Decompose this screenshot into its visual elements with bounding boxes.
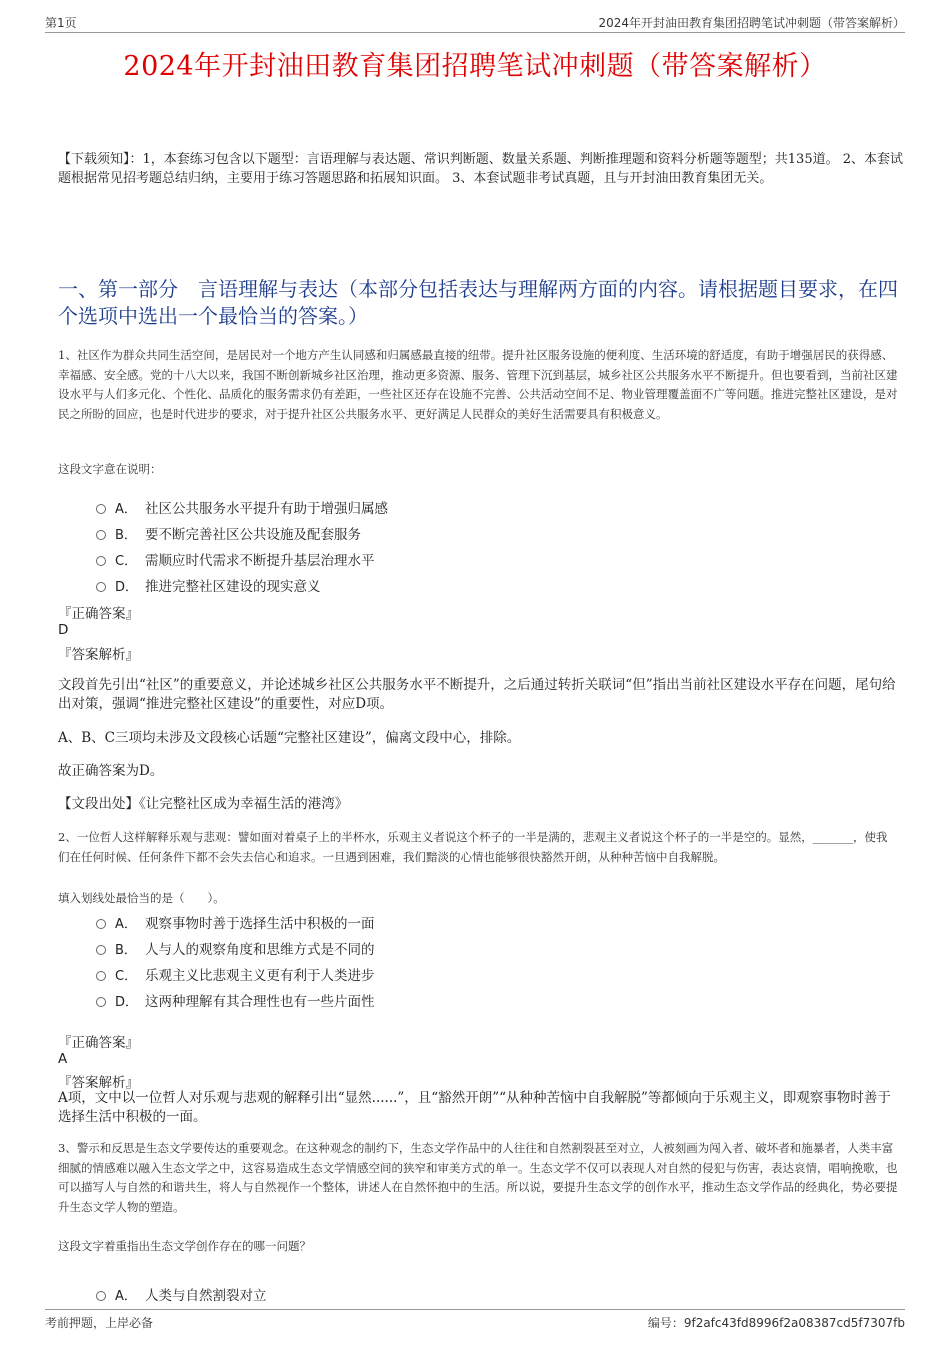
q1-passage: 1、社区作为群众共同生活空间，是居民对一个地方产生认同感和归属感最直接的纽带。提升社区服务设施的便利度、生活环境的舒适度，有助于增强居民的获得感、幸福感、安全感。党的十八大以来，我国不断创新城乡社区治理，推动更多资源、服务、管理下沉到基层，城乡社区公共服务水平不断提升。但也要看到，当前社区建设水平与人们多元化、个性化、品质化的服务需求仍有差距，一些社区还存在设施不完善、公共活动空间不足、物业管理覆盖面不广等问题。推进完整社区建设，是对民之所盼的回应，也是时代进步的要求，对于提升社区公共服务水平、更好满足人民群众的美好生活需要具有积极意义。 — [58, 348, 898, 421]
q2-option-c[interactable]: C． 乐观主义比悲观主义更有利于人类进步 — [96, 964, 375, 984]
q1-analysis-3: 故正确答案为D。 — [58, 763, 164, 779]
radio-icon[interactable] — [96, 971, 106, 981]
q1-source: 【文段出处】《让完整社区成为幸福生活的港湾》 — [58, 796, 349, 812]
q3-passage: 3、警示和反思是生态文学要传达的重要观念。在这种观念的制约下，生态文学作品中的人往往和自然割裂甚至对立，人被刻画为闯入者、破坏者和施暴者，人类丰富细腻的情感难以融入生态文学之中，这容易造成生态文学情感空间的狭窄和审美方式的单一。生态文学不仅可以表现人对自然的侵犯与伤害，表达哀情，唱响挽歌，也可以描写人与自然的和谐共生，将人与自然视作一个整体，讲述人在自然怀抱中的生活。所以说，要提升生态文学的创作水平，推动生态文学作品的经典化，势必要提升生态文学人物的塑造。 — [58, 1141, 898, 1214]
header-divider — [45, 32, 905, 33]
radio-icon[interactable] — [96, 582, 106, 592]
q1-analysis-2: A、B、C三项均未涉及文段核心话题“完整社区建设”，偏离文段中心，排除。 — [58, 730, 521, 746]
page-title: 2024年开封油田教育集团招聘笔试冲刺题（带答案解析） — [123, 51, 827, 82]
radio-icon[interactable] — [96, 1291, 106, 1301]
q2-answer: A — [58, 1051, 68, 1067]
q2-analysis: A项，文中以一位哲人对乐观与悲观的解释引出“显然......”，且“豁然开朗”“从种种苦恼中自我解脱”等都倾向于乐观主义，即观察事物时善于选择生活中积极的一面。 — [58, 1090, 891, 1125]
q2-option-a[interactable]: A． 观察事物时善于选择生活中积极的一面 — [96, 912, 375, 932]
q2-passage: 2、一位哲人这样解释乐观与悲观：譬如面对着桌子上的半杯水，乐观主义者说这个杯子的一半是满的，悲观主义者说这个杯子的一半是空的。显然，_______，使我们在任何时候、任何条件下都不会失去信心和追求。一旦遇到困难，我们黯淡的心情也能够很快豁然开朗，从种种苦恼中自我解脱。 — [58, 830, 888, 864]
q2-prompt: 填入划线处最恰当的是（ ）。 — [58, 891, 225, 905]
q2-answer-label: 『正确答案』 — [58, 1035, 139, 1051]
q1-answer: D — [58, 622, 69, 638]
q1-analysis-label: 『答案解析』 — [58, 647, 139, 663]
download-notice: 【下载须知】：1，本套练习包含以下题型：言语理解与表达题、常识判断题、数量关系题、判断推理题和资料分析题等题型；共135道。 2、本套试题根据常见招考题总结归纳，主要用于练习答题思路和拓展知识面。 3、本套试题非考试真题，且与开封油田教育集团无关。 — [58, 152, 903, 186]
section-title: 一、第一部分 言语理解与表达（本部分包括表达与理解两方面的内容。请根据题目要求，在四个选项中选出一个最恰当的答案。） — [58, 277, 898, 328]
page-number: 第1页 — [45, 16, 77, 30]
q1-answer-label: 『正确答案』 — [58, 606, 139, 622]
radio-icon[interactable] — [96, 556, 106, 566]
radio-icon[interactable] — [96, 530, 106, 540]
q3-prompt: 这段文字着重指出生态文学创作存在的哪一问题？ — [58, 1239, 311, 1253]
q1-option-d[interactable]: D． 推进完整社区建设的现实意义 — [96, 575, 321, 595]
radio-icon[interactable] — [96, 945, 106, 955]
footer-divider — [45, 1309, 905, 1310]
q1-analysis-1: 文段首先引出“社区”的重要意义，并论述城乡社区公共服务水平不断提升，之后通过转折关联词“但”指出当前社区建设水平存在问题，尾句给出对策，强调“推进完整社区建设”的重要性，对应D项。 — [58, 677, 896, 712]
q1-prompt: 这段文字意在说明： — [58, 462, 162, 476]
q2-option-b[interactable]: B． 人与人的观察角度和思维方式是不同的 — [96, 938, 375, 958]
radio-icon[interactable] — [96, 997, 106, 1007]
q3-option-a[interactable]: A． 人类与自然割裂对立 — [96, 1284, 267, 1304]
q1-option-c[interactable]: C． 需顺应时代需求不断提升基层治理水平 — [96, 549, 375, 569]
footer-slogan: 考前押题，上岸必备 — [45, 1316, 154, 1330]
q2-analysis-label: 『答案解析』 — [58, 1075, 139, 1091]
header-doc-title: 2024年开封油田教育集团招聘笔试冲刺题（带答案解析） — [598, 16, 905, 30]
radio-icon[interactable] — [96, 919, 106, 929]
q1-option-a[interactable]: A． 社区公共服务水平提升有助于增强归属感 — [96, 497, 388, 517]
radio-icon[interactable] — [96, 504, 106, 514]
q2-option-d[interactable]: D． 这两种理解有其合理性也有一些片面性 — [96, 990, 375, 1010]
footer-doc-id: 编号：9f2afc43fd8996f2a08387cd5f7307fb — [647, 1316, 905, 1330]
q1-option-b[interactable]: B． 要不断完善社区公共设施及配套服务 — [96, 523, 361, 543]
